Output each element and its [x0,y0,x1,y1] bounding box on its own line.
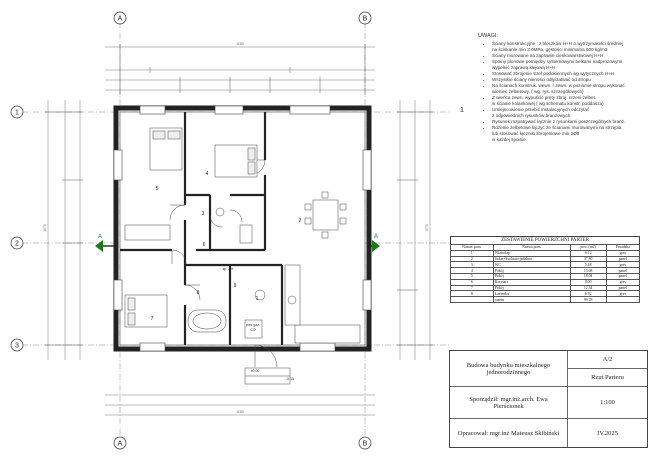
note-item: • Z wieńca zewn. wypuścić pręty zbroj. nrzeni żelbet. [492,95,648,101]
boiler-label: piec gaz. [245,323,261,327]
room-9-label: 9 [233,283,237,289]
note-item: w każdej spoinie. [492,137,527,142]
note-item: • Rysunek rozpatrywać łącznie z rysunkami poszczególnych branż. [492,119,648,125]
svg-text:A: A [373,234,379,240]
room-8-label: 8 [196,290,200,296]
axis-label-top-a: A [117,15,123,23]
table-row: 7 Pokój 12.34 panel [451,285,640,291]
table-row: 6 Korytarz 8.00 gres [451,279,640,285]
axis-label-top-b: B [362,15,368,23]
step-level-label: -0,15 [286,377,294,381]
table-row: 8 Łazienka 6.92 gres [451,291,640,297]
axis-label-bottom-b: B [362,440,368,448]
dining-table [313,200,338,230]
room-2-label: 2 [298,218,302,224]
dim-total-right: 1070 [425,224,429,232]
checker: Opracował: mgr.inż Mateusz Skibiński [450,419,568,447]
note-item: lub stosować łączniki zbrojeniowe min 2Ø8 [492,131,580,136]
room-4-label: 4 [205,171,209,177]
date: IV.2025 [597,429,618,437]
table-row: 5 Pokój 18.04 panel [451,273,640,279]
table-row: 2 Salon+kuchnia+jadalnia 37.80 panel [451,256,640,262]
room-7-label: 7 [150,316,154,322]
scale: 1:100 [568,387,647,419]
boiler-sub-label: CO [250,328,256,332]
slope-label: sp. 2% [222,267,234,271]
table-header: Numer pom. [451,245,494,251]
entry-level-label: ±0,00 [250,369,260,373]
area-table [450,236,640,303]
title-block [449,350,648,448]
axis-label-left-3: 3 [15,342,19,350]
note-item: • Umiejscowienie przebić instalacyjnych odczytać [492,107,648,113]
note-item: • Stosować zbrojenie stref podokiennych wg wytycznych H+H [492,71,648,77]
dim-total-left: 1070 [43,224,47,232]
axis-label-right-1: 1 [460,107,464,114]
note-item: wypełnić zaprawą klejową H+H [492,65,556,70]
kitchen-counter [295,325,360,343]
sheet-title: Rzut Parteru [568,369,647,387]
svg-text:A: A [97,234,103,240]
note-item: • Spoiny pionowe pomiędzy systemowymi belkami nadprożowymi [492,59,648,65]
note-item: w ścianie kolankowej ( wg schematu konstr. poddasza) [492,101,604,106]
project-name: Budowa budynku mieszkalnego jednorodzinnego [450,351,568,387]
note-item: • Na ścianach konstruk. wewn. / zewn. w poziomie stropu wykonać [492,83,648,89]
author: Sporządził: mgr.inż.arch. Ewa Pierścionek [450,387,568,419]
table-row: 1 Wiatrołap 6.12 gres [451,250,640,256]
note-item: • Ściany murowane na zaprawie cienkowarstwowej H+H [492,53,648,59]
table-header: pow. (m2) [570,245,606,251]
room-5-label: 5 [155,186,159,192]
room-3-label: 3 [201,211,205,217]
note-item: • Wszystkie ściany nieności odły/zatwać od stropu [492,77,648,83]
axis-label-left-1: 1 [15,109,19,117]
notes-header: UWAGI: [478,33,498,39]
area-table-caption: ZESTAWIENIE POWIERZCHNI PARTER [450,236,640,244]
axis-label-bottom-a: A [117,440,123,448]
table-header: Nazwa pom. [493,245,570,251]
dim-total-bottom: 1180 [236,410,244,414]
axis-label-left-2: 2 [15,240,19,248]
dim-total-top: 1180 [236,42,244,46]
room-6-label: 6 [202,242,206,248]
sheet-number: A/2 [568,351,647,369]
notes-panel [478,33,648,143]
table-row: 3 WC 5.48 gres [451,262,640,268]
table-header: Posadzka [606,245,639,251]
table-row: 4 Pokój 13.08 panel [451,268,640,274]
note-item: na ściskanie min 3.0MPa, gęstości minimalna 600 kg/m3 [492,47,608,52]
room-1-label: 1 [255,296,259,302]
table-sum-row: razem 99.78 [451,297,640,303]
note-item: wieniec żelbetowy. ( wg. rys. szczegółowych) [492,89,584,94]
note-item: z odpowiednich rysunków branżowych. [492,113,572,118]
note-item: • Rdzenie żelbetowe łączyć ze ścianami murowanymi na strzępia [492,125,648,131]
note-item: • Ściany konstrukcyjne : z bloczków H+H o wytrzymałości średniej [492,41,648,47]
